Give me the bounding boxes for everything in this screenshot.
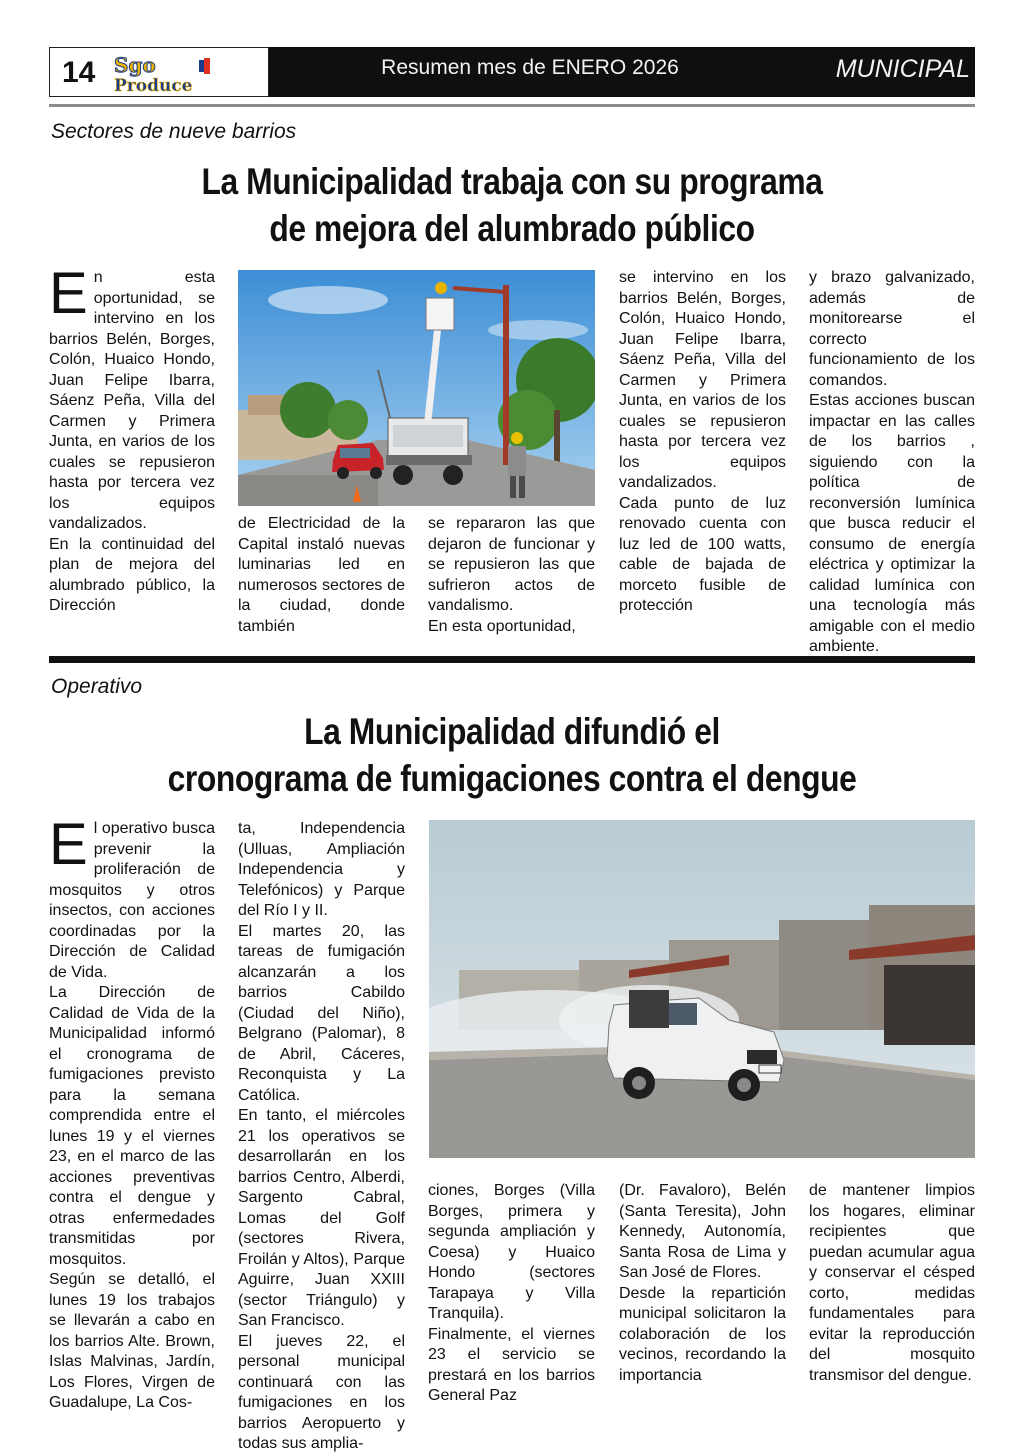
issue-title: Resumen mes de ENERO 2026 — [381, 56, 679, 79]
article2-col3-p2: Finalmente, el viernes 23 el servicio se prestará en los barrios General Paz — [428, 1325, 595, 1404]
fumigation-truck-photo — [429, 820, 975, 1158]
article1-kicker: Sectores de nueve barrios — [51, 120, 297, 143]
article1-col1-p2: En la continuidad del plan de mejora del alumbrado público, la Dirección — [49, 535, 215, 614]
article2-headline — [114, 708, 910, 802]
article1-drop-cap: E — [49, 261, 88, 326]
article-divider — [49, 656, 975, 663]
article2-column-5 — [809, 1181, 975, 1386]
logo-text-top: Sgo — [114, 53, 156, 77]
article2-headline-line1: La Municipalidad difundió el — [304, 711, 720, 752]
article2-col2-p1: ta, Independencia (Ulluas, Ampliación Independencia y Telefónicos) y Parque del Río I y II. — [238, 820, 405, 919]
article2-column-3 — [428, 1181, 595, 1407]
streetlight-repair-photo — [238, 270, 595, 506]
article1-col5-p1: y brazo galvanizado, además de monitorearse el correcto funcionamiento de los comandos. — [809, 269, 975, 389]
article2-col1-p3: Según se detalló, el lunes 19 los trabajos se llevarán a cabo en los barrios Alte. Brown, Islas Malvinas, Jardín, Los Flores, Virgen de Guadalupe, La Cos- — [49, 1271, 215, 1411]
article1-col5-p2: Estas acciones buscan impactar en las calles de los barrios , siguiendo con la política de reconversión lumínica que busca reducir el consumo de energía eléctrica y optimizar la calidad lumínica con una tecnología más amigable con el medio ambiente. — [809, 392, 975, 655]
logo-text-bottom: Produce — [114, 76, 193, 94]
article2-headline-line2: cronograma de fumigaciones contra el dengue — [167, 758, 857, 799]
page-number: 14 — [62, 56, 96, 89]
article1-column-1 — [49, 261, 215, 617]
article1-headline-line2: de mejora del alumbrado público — [269, 208, 755, 249]
article1-col4-p1: se intervino en los barrios Belén, Borges, Colón, Huaico Hondo, Juan Felipe Ibarra, Sáenz Peña, Villa del Carmen y Primera Junta, en varios de los cuales se repusieron hasta por tercera vez los equipos vandalizados. — [619, 269, 786, 491]
article2-drop-cap: E — [49, 812, 88, 877]
article2-col4-p2: Desde la repartición municipal solicitaron la colaboración de los vecinos, recordando la importancia — [619, 1284, 786, 1384]
article1-col1-text: n esta oportunidad, se intervino en los barrios Belén, Borges, Colón, Huaico Hondo, Juan Felipe Ibarra, Sáenz Peña, Villa del Carmen y Primera Junta, en varios de los cuales se repusieron hasta por tercera vez los equipos vandalizados. — [49, 269, 215, 532]
article2-col5-p1: de mantener limpios los hogares, eliminar recipientes que puedan acumular agua y conservar el césped corto, medidas fundamentales para evitar la reproducción del mosquito transmisor del dengue. — [809, 1182, 975, 1384]
article2-col2-p4: El jueves 22, el personal municipal continuará con las fumigaciones en los barrios Aeropuerto y todas sus amplia- — [238, 1332, 405, 1452]
article2-col2-p2: El martes 20, las tareas de fumigación alcanzarán a los barrios Cabildo (Ciudad del Niño), Belgrano (Palomar), 8 de Abril, Cáceres, Reconquista y La Católica. — [238, 922, 405, 1104]
sgo-produce-logo — [112, 52, 258, 94]
article1-column-3 — [428, 514, 595, 637]
article2-col1-p1: l operativo busca prevenir la proliferación de mosquitos y otros insectos, con acciones coordinadas por la Dirección de Calidad de Vida. — [49, 820, 215, 981]
section-label: MUNICIPAL — [835, 55, 970, 83]
article1-col2-text: de Electricidad de la Capital instaló nuevas luminarias led en numerosos sectores de la ciudad, donde también — [238, 515, 405, 635]
header-divider — [49, 104, 975, 107]
article2-column-2 — [238, 819, 405, 1455]
article2-column-4 — [619, 1181, 786, 1386]
article1-col3-p1: se repararon las que dejaron de funcionar y se repusieron las que sufrieron actos de vandalismo. — [428, 515, 595, 614]
article1-headline — [114, 158, 910, 252]
article2-kicker: Operativo — [51, 675, 143, 698]
article2-col1-p2: La Dirección de Calidad de Vida de la Municipalidad informó el cronograma de fumigaciones previsto para la semana comprendida entre el lunes 19 y el viernes 23, en el marco de las acciones preventivas contra el dengue y otras enfermedades transmitidas por mosquitos. — [49, 984, 215, 1268]
article1-col3-p2: En esta oportunidad, — [428, 617, 576, 635]
article2-col3-p1: ciones, Borges (Villa Borges, primera y segunda ampliación y Coesa) y Huaico Hondo (sectores Tarapaya y Villa Tranquila). — [428, 1182, 595, 1322]
article1-headline-line1: La Municipalidad trabaja con su programa — [201, 161, 823, 202]
article2-col4-p1: (Dr. Favaloro), Belén (Santa Teresita), John Kennedy, Autonomía, Santa Rosa de Lima y San José de Flores. — [619, 1182, 786, 1281]
article2-col2-p3: En tanto, el miércoles 21 los operativos se desarrollarán en los barrios Centro, Alberdi, Sargento Cabral, Lomas del Golf (sectores Rivera, Froilán y Altos), Parque Aguirre, Juan XXIII (sector Triángulo) y San Francisco. — [238, 1107, 405, 1329]
article1-column-2 — [238, 514, 405, 637]
article2-column-1 — [49, 812, 215, 1414]
article1-column-5 — [809, 268, 975, 658]
article1-column-4 — [619, 268, 786, 617]
article1-col4-p2: Cada punto de luz renovado cuenta con luz led de 100 watts, cable de bajada de morceto fusible de protección — [619, 494, 786, 614]
